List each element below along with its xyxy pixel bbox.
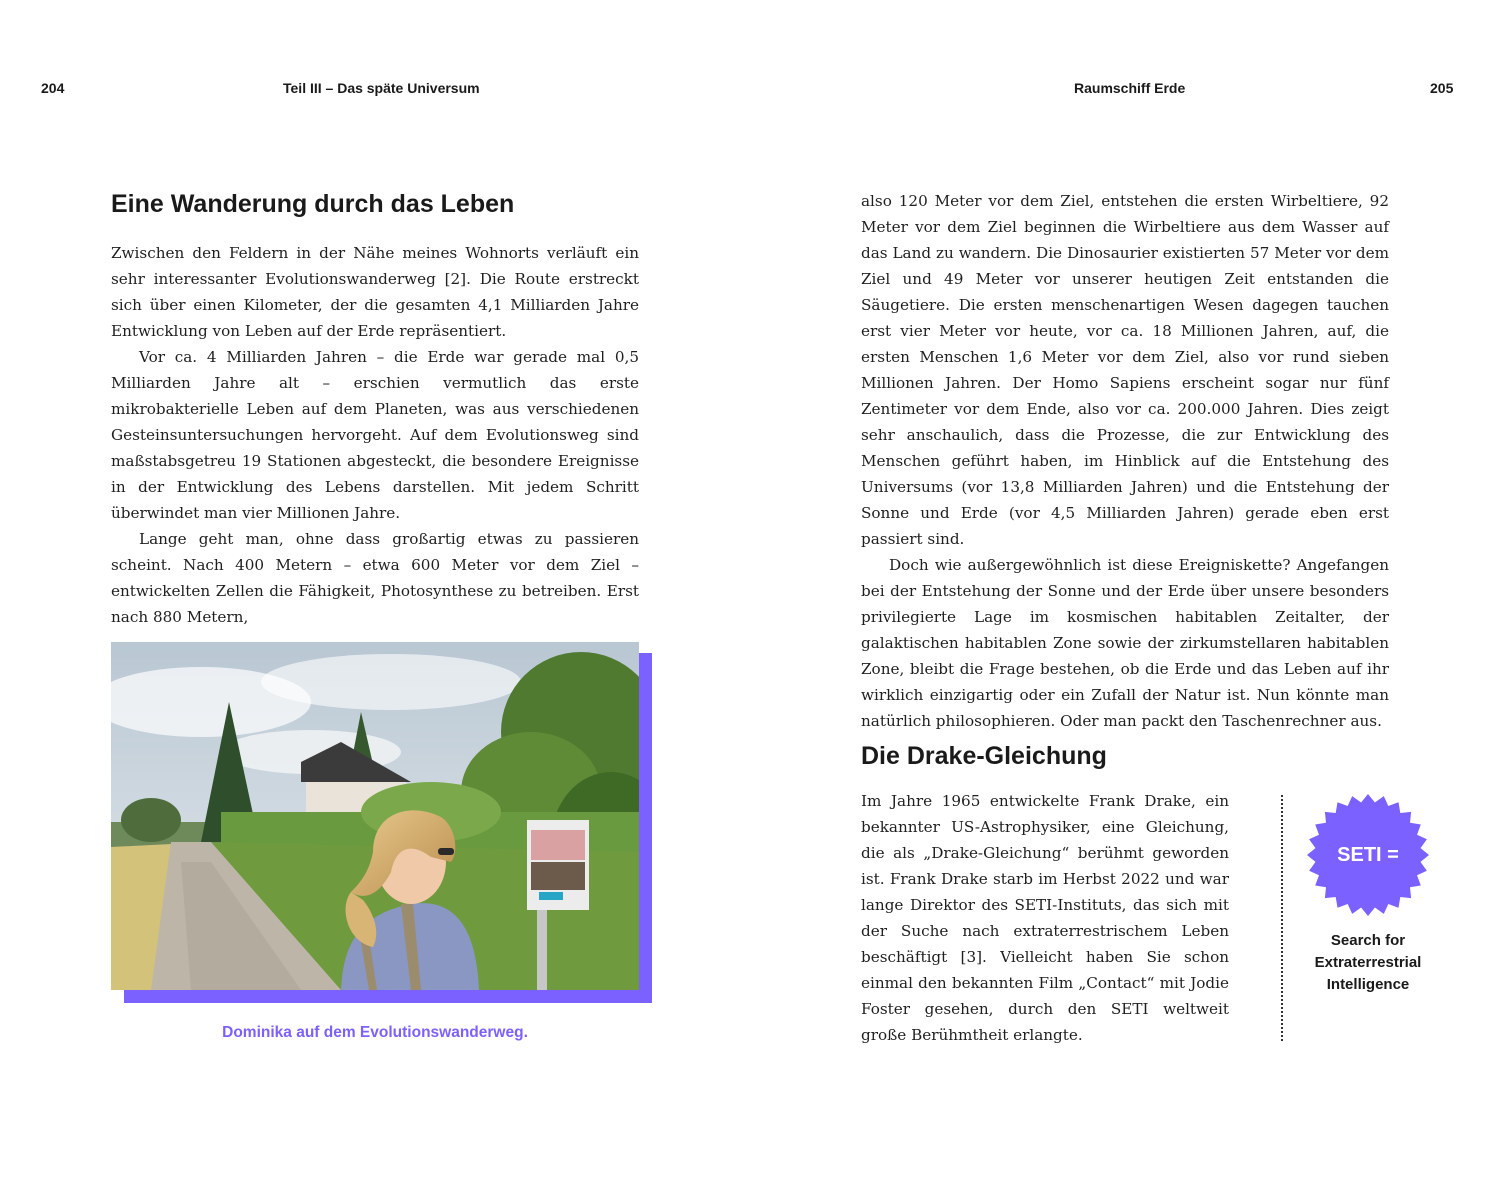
right-page-content bbox=[861, 188, 1389, 734]
sidebar-divider bbox=[1281, 795, 1283, 1041]
paragraph: also 120 Meter vor dem Ziel, entstehen die ersten Wirbeltiere, 92 Meter vor dem Ziel beginnen die Wirbeltiere aus dem Wasser auf das Land zu wandern. Die Dinosaurier existierten 57 Meter vor dem Ziel und 49 Meter vor unserer heutigen Zeit entstanden die Säugetiere. Die ersten menschenartigen Wesen dagegen tauchen erst vier Meter vor heute, vor ca. 18 Millionen Jahren, auf, die ersten Menschen 1,6 Meter vor dem Ziel, also vor rund sieben Millionen Jahren. Der Homo Sapiens erscheint sogar nur fünf Zentimeter vor dem Ende, also vor ca. 200.000 Jahren. Dies zeigt sehr anschaulich, dass die Prozesse, die zur Entwicklung des Menschen geführt haben, im Hinblick auf die Entstehung des Universums (vor 13,8 Milliarden Jahren) und die Entstehung der Sonne und Erde (vor 4,5 Milliarden Jahren) gerade eben erst passiert sind. bbox=[861, 192, 1389, 548]
right-page-number: 205 bbox=[1430, 80, 1454, 96]
seti-line: Extraterrestrial bbox=[1314, 954, 1422, 971]
paragraph: Zwischen den Feldern in der Nähe meines Wohnorts verläuft ein sehr interessanter Evolutionswanderweg [2]. Die Route erstreckt sich über einen Kilometer, der die gesamten 4,1 Milliarden Jahre Entwicklung von Leben auf der Erde repräsentiert. bbox=[111, 244, 639, 340]
seti-description bbox=[1300, 930, 1436, 996]
left-page-number: 204 bbox=[41, 80, 65, 96]
paragraph: Lange geht man, ohne dass großartig etwas zu passieren scheint. Nach 400 Metern – etwa 600 Meter vor dem Ziel – entwickelten Zellen die Fähigkeit, Photosynthese zu betreiben. Erst nach 880 Metern, bbox=[111, 530, 639, 626]
left-page-content bbox=[111, 188, 639, 630]
paragraph: Im Jahre 1965 entwickelte Frank Drake, ein bekannter US-Astrophysiker, eine Gleichung, die als „Drake-Gleichung“ berühmt geworden ist. Frank Drake starb im Herbst 2022 und war lange Direktor des SETI-Instituts, das sich mit der Suche nach extraterrestrischem Leben beschäftigt [3]. Vielleicht haben Sie schon einmal den bekannten Film „Contact“ mit Jodie Foster gesehen, durch den SETI weltweit große Berühmtheit erlangte. bbox=[861, 792, 1229, 1044]
photo-caption: Dominika auf dem Evolutionswanderweg. bbox=[222, 1024, 528, 1041]
seti-line: Intelligence bbox=[1326, 976, 1410, 993]
seti-badge-label: SETI = bbox=[1337, 844, 1399, 866]
right-running-title: Raumschiff Erde bbox=[1074, 80, 1186, 96]
photo-figure bbox=[111, 642, 652, 1003]
seti-line: Search for bbox=[1330, 932, 1406, 949]
drake-heading: Die Drake-Gleichung bbox=[861, 742, 1107, 770]
section-heading: Eine Wanderung durch das Leben bbox=[111, 190, 515, 218]
paragraph: Doch wie außergewöhnlich ist diese Ereigniskette? Angefangen bei der Entstehung der Sonne und der Erde über unsere besonders privilegierte Lage im kosmischen habitablen Zeitalter, der galaktischen habitablen Zone sowie der zirkumstellaren habitablen Zone, bleibt die Frage bestehen, ob die Erde und das Leben auf ihr wirklich einzigartig oder ein Zufall der Natur ist. Nun könnte man natürlich philosophieren. Oder man packt den Taschenrechner aus. bbox=[861, 556, 1389, 730]
paragraph: Vor ca. 4 Milliarden Jahren – die Erde war gerade mal 0,5 Milliarden Jahre alt – erschien vermutlich das erste mikrobakterielle Leben auf dem Planeten, was aus verschiedenen Gesteinsuntersuchungen hervorgeht. Auf dem Evolutionsweg sind maßstabsgetreu 19 Stationen abgesteckt, die besondere Ereignisse in der Entwicklung des Lebens darstellen. Mit jedem Schritt überwindet man vier Millionen Jahre. bbox=[111, 348, 639, 522]
left-running-title: Teil III – Das späte Universum bbox=[283, 80, 480, 96]
seti-badge bbox=[1306, 793, 1430, 917]
photo-woman-on-path bbox=[111, 642, 639, 990]
starburst-shape bbox=[1306, 793, 1430, 917]
drake-text-block bbox=[861, 788, 1229, 1048]
